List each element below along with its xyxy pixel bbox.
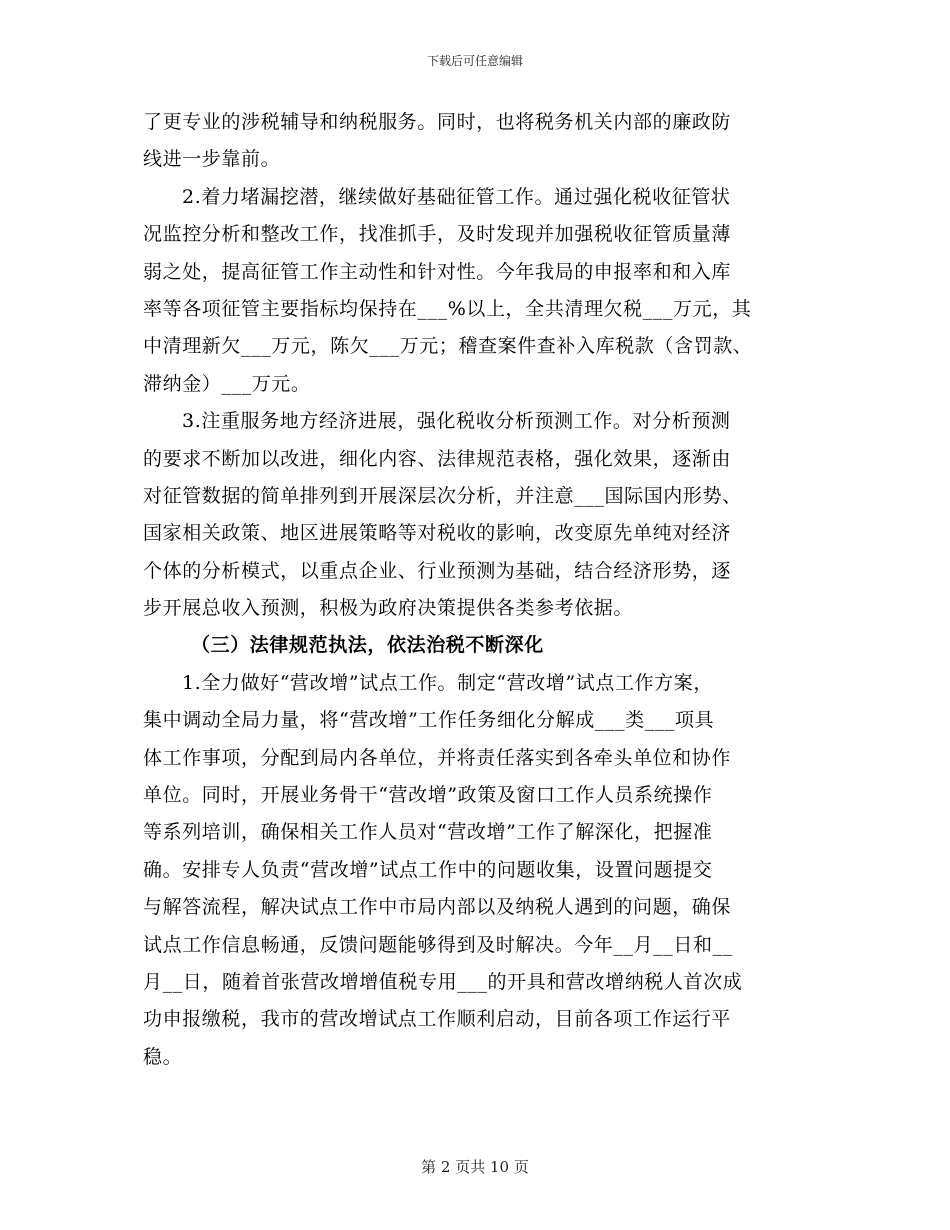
body-line: 对征管数据的简单排列到开展深层次分析，并注意___国际国内形势、 <box>143 484 742 507</box>
body-line: 体工作事项，分配到局内各单位，并将责任落实到各牵头单位和协作 <box>143 746 732 769</box>
body-line: 弱之处，提高征管工作主动性和针对性。今年我局的申报率和和入库 <box>143 260 732 283</box>
page-header: 下载后可任意编辑 <box>426 54 523 68</box>
document-body <box>143 104 823 1076</box>
section-heading: （三）法律规范执法，依法治税不断深化 <box>191 634 544 657</box>
body-line: 2.着力堵漏挖潜，继续做好基础征管工作。通过强化税收征管状 <box>182 185 731 208</box>
body-line: 况监控分析和整改工作，找准抓手，及时发现并加强税收征管质量薄 <box>143 223 732 246</box>
body-line: 单位。同时，开展业务骨干“营改增”政策及窗口工作人员系统操作 <box>143 784 713 807</box>
body-line: 了更专业的涉税辅导和纳税服务。同时，也将税务机关内部的廉政防 <box>143 111 732 133</box>
body-line: 步开展总收入预测，积极为政府决策提供各类参考依据。 <box>143 597 634 620</box>
body-line: 功申报缴税，我市的营改增试点工作顺利启动，目前各项工作运行平 <box>143 1008 732 1031</box>
body-line: 与解答流程，解决试点工作中市局内部以及纳税人遇到的问题，确保 <box>143 896 732 919</box>
body-line: 个体的分析模式，以重点企业、行业预测为基础，结合经济形势，逐 <box>143 559 732 582</box>
body-line: 3.注重服务地方经济进展，强化税收分析预测工作。对分析预测 <box>182 410 731 433</box>
body-line: 等系列培训，确保相关工作人员对“营改增”工作了解深化，把握准 <box>143 821 713 844</box>
body-line: 月__日，随着首张营改增增值税专用___的开具和营改增纳税人首次成 <box>143 970 743 993</box>
body-line: 率等各项征管主要指标均保持在___%以上，全共清理欠税___万元，其 <box>143 297 752 320</box>
body-line: 的要求不断加以改进，细化内容、法律规范表格，强化效果，逐渐由 <box>143 447 732 470</box>
body-line: 中清理新欠___万元，陈欠___万元；稽查案件查补入库税款（含罚款、 <box>143 335 753 358</box>
body-line: 滞纳金）___万元。 <box>143 372 311 395</box>
body-line: 稳。 <box>143 1045 183 1068</box>
body-line: 线进一步靠前。 <box>143 148 281 171</box>
body-line: 试点工作信息畅通，反馈问题能够得到及时解决。今年__月__日和__ <box>143 933 733 956</box>
body-line: 国家相关政策、地区进展策略等对税收的影响，改变原先单纯对经济 <box>143 522 732 545</box>
page-footer: 第 2 页共 10 页 <box>421 1158 529 1176</box>
body-line: 集中调动全局力量，将“营改增”工作任务细化分解成___类___项具 <box>143 709 715 732</box>
body-line: 1.全力做好“营改增”试点工作。制定“营改增”试点工作方案， <box>182 671 713 694</box>
body-line: 确。安排专人负责“营改增”试点工作中的问题收集，设置问题提交 <box>143 858 713 881</box>
